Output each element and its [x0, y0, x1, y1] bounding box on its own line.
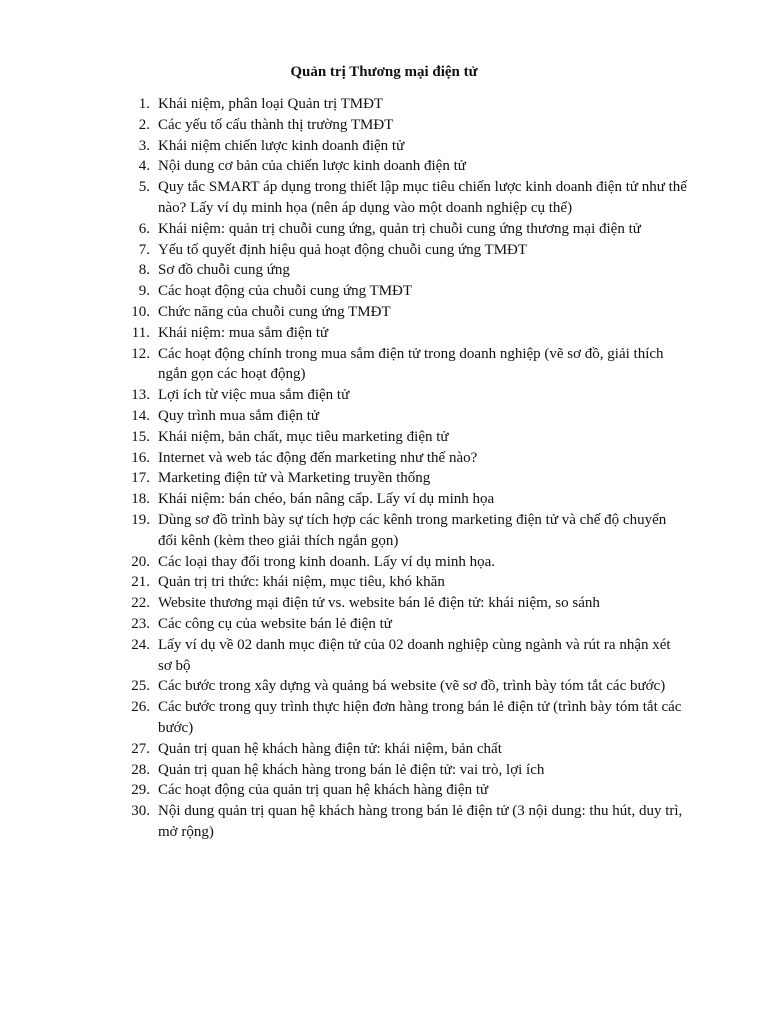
- item-text: Các bước trong xây dựng và quảng bá website (vẽ sơ đồ, trình bày tóm tắt các bước): [158, 678, 666, 695]
- list-item: [0, 177, 688, 219]
- item-text: Lợi ích từ việc mua sắm điện tử: [158, 387, 350, 404]
- item-text: Quản trị quan hệ khách hàng trong bán lẻ điện tử: vai trò, lợi ích: [158, 761, 545, 778]
- list-item: [0, 448, 688, 469]
- item-number: 30.: [131, 803, 150, 820]
- item-number: 4.: [138, 158, 150, 175]
- list-item: [0, 697, 688, 739]
- item-number: 29.: [131, 782, 150, 799]
- item-number: 22.: [131, 595, 150, 612]
- item-text: Các hoạt động của chuỗi cung ứng TMĐT: [158, 283, 413, 300]
- list-item: [0, 240, 688, 261]
- item-number: 8.: [138, 262, 150, 279]
- list-item: [0, 219, 688, 240]
- item-number: 27.: [131, 740, 150, 757]
- list-item: [0, 801, 688, 843]
- list-item: [0, 760, 688, 781]
- list-item: [0, 385, 688, 406]
- list-item: [0, 468, 688, 489]
- item-number: 24.: [131, 636, 150, 653]
- item-text: Quy tắc SMART áp dụng trong thiết lập mục tiêu chiến lược kinh doanh điện tử như thế nào? Lấy ví dụ minh họa (nên áp dụng vào một doanh nghiệp cụ thể): [158, 179, 687, 216]
- item-number: 10.: [131, 303, 150, 320]
- item-text: Các hoạt động chính trong mua sắm điện tử trong doanh nghiệp (vẽ sơ đồ, giải thích ngắn gọn các hoạt động): [158, 345, 664, 383]
- list-item: [0, 427, 688, 448]
- item-text: Khái niệm: bán chéo, bán nâng cấp. Lấy ví dụ minh họa: [158, 491, 495, 508]
- list-item: [0, 572, 688, 593]
- list-item: [0, 281, 688, 302]
- item-text: Các hoạt động của quản trị quan hệ khách hàng điện tử: [158, 782, 489, 799]
- item-number: 25.: [131, 678, 150, 695]
- list-item: [0, 552, 688, 573]
- item-text: Quy trình mua sắm điện tử: [158, 407, 320, 424]
- item-text: Khái niệm chiến lược kinh doanh điện tử: [158, 137, 405, 154]
- item-text: Các loại thay đổi trong kinh doanh. Lấy ví dụ minh họa.: [158, 553, 496, 570]
- item-number: 28.: [131, 761, 150, 778]
- list-item: [0, 302, 688, 323]
- item-number: 16.: [131, 449, 150, 466]
- item-number: 1.: [138, 96, 150, 112]
- item-text: Sơ đồ chuỗi cung ứng: [158, 262, 290, 279]
- item-text: Khái niệm, bản chất, mục tiêu marketing điện tử: [158, 428, 449, 445]
- item-text: Marketing điện tử và Marketing truyền thống: [158, 470, 431, 487]
- list-item: [0, 156, 688, 177]
- list-item: [0, 94, 688, 115]
- item-number: 26.: [131, 699, 150, 716]
- item-text: Các yếu tố cấu thành thị trường TMĐT: [158, 116, 394, 133]
- item-text: Lấy ví dụ về 02 danh mục điện tử của 02 doanh nghiệp cùng ngành và rút ra nhận xét sơ bộ: [158, 636, 671, 674]
- item-number: 6.: [138, 220, 150, 237]
- item-number: 13.: [131, 387, 150, 404]
- item-text: Các công cụ của website bán lẻ điện tử: [158, 615, 392, 632]
- item-number: 20.: [131, 553, 150, 570]
- list-item: [0, 136, 688, 157]
- item-number: 2.: [138, 116, 150, 133]
- item-text: Quản trị quan hệ khách hàng điện tử: khái niệm, bản chất: [158, 740, 502, 757]
- list-item: [0, 780, 688, 801]
- item-text: Khái niệm: quản trị chuỗi cung ứng, quản trị chuỗi cung ứng thương mại điện tử: [158, 220, 641, 237]
- list-item: [0, 510, 688, 552]
- item-number: 14.: [131, 407, 150, 424]
- list-item: [0, 489, 688, 510]
- item-number: 9.: [138, 283, 150, 300]
- item-text: Internet và web tác động đến marketing như thế nào?: [158, 449, 478, 466]
- item-text: Chức năng của chuỗi cung ứng TMĐT: [158, 303, 391, 320]
- question-list: [0, 94, 768, 843]
- item-text: Khái niệm: mua sắm điện tử: [158, 324, 329, 341]
- item-text: Các bước trong quy trình thực hiện đơn hàng trong bán lẻ điện tử (trình bày tóm tắt các bước): [158, 699, 682, 736]
- item-text: Yếu tố quyết định hiệu quả hoạt động chuỗi cung ứng TMĐT: [158, 241, 528, 258]
- list-item: [0, 260, 688, 281]
- list-item: [0, 635, 688, 677]
- item-number: 11.: [131, 324, 150, 341]
- item-text: Nội dung quản trị quan hệ khách hàng trong bán lẻ điện tử (3 nội dung: thu hút, duy trì, mở rộng): [158, 803, 683, 840]
- list-item: [0, 344, 688, 386]
- item-number: 3.: [138, 137, 150, 154]
- list-item: [0, 115, 688, 136]
- list-item: [0, 676, 688, 697]
- item-text: Quản trị tri thức: khái niệm, mục tiêu, khó khăn: [158, 574, 445, 591]
- list-item: [0, 739, 688, 760]
- item-number: 15.: [131, 428, 150, 445]
- list-item: [0, 614, 688, 635]
- item-text: Website thương mại điện tử vs. website bán lẻ điện tử: khái niệm, so sánh: [158, 595, 600, 612]
- item-number: 18.: [131, 491, 150, 508]
- list-item: [0, 323, 688, 344]
- list-item: [0, 593, 688, 614]
- item-text: Nội dung cơ bản của chiến lược kinh doanh điện tử: [158, 158, 466, 175]
- list-item: [0, 406, 688, 427]
- item-number: 21.: [131, 574, 150, 591]
- item-number: 12.: [131, 345, 150, 362]
- document-title: Quản trị Thương mại điện tử: [290, 64, 478, 80]
- item-number: 17.: [131, 470, 150, 487]
- item-text: Khái niệm, phân loại Quản trị TMĐT: [158, 96, 384, 112]
- item-number: 19.: [131, 511, 150, 528]
- item-number: 5.: [138, 179, 150, 196]
- item-number: 7.: [138, 241, 150, 258]
- item-number: 23.: [131, 615, 150, 632]
- item-text: Dùng sơ đồ trình bày sự tích hợp các kênh trong marketing điện tử và chế độ chuyển đổi kênh (kèm theo giải thích ngắn gọn): [158, 511, 667, 549]
